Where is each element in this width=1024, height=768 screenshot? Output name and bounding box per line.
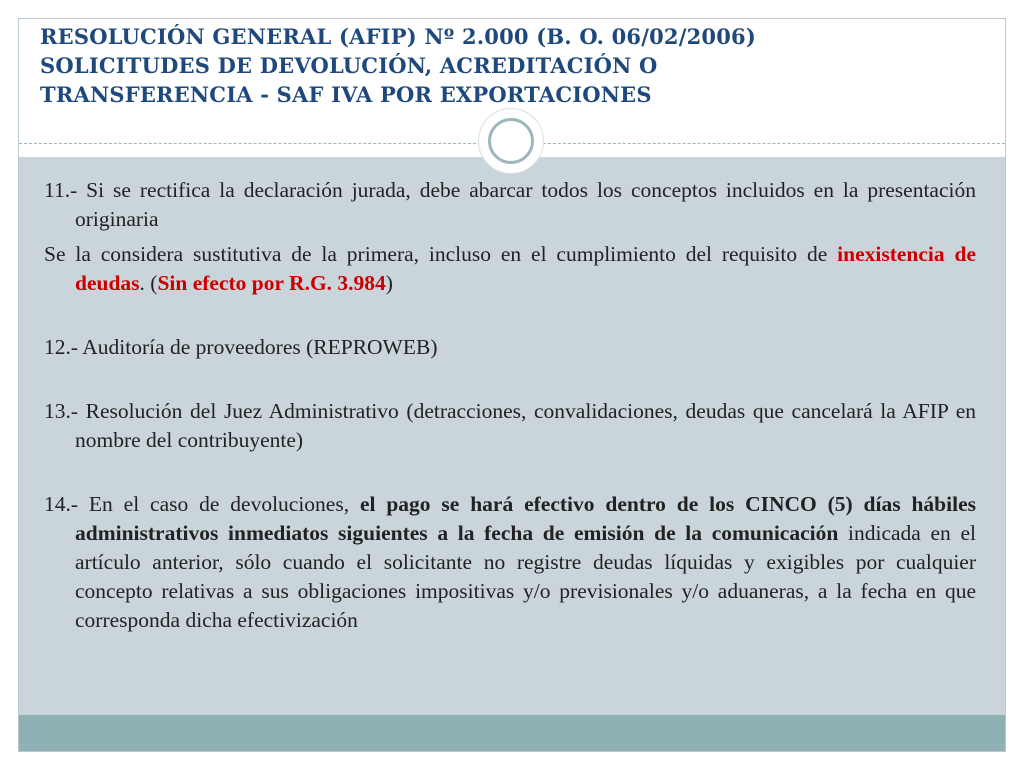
highlight-inexistencia: inexistencia de deudas: [75, 242, 976, 295]
item-14-rest: indicada en el artículo anterior, sólo cuando el solicitante no registre deudas líquidas y exigibles por cualquier concepto relativas a sus obligaciones impositivas y/o previsionales y/o aduaneras, a la fecha en que corresponda dicha efectivización: [75, 521, 977, 632]
highlight-sin-efecto: Sin efecto por R.G. 3.984: [157, 271, 386, 295]
title-line-3: TRANSFERENCIA - SAF IVA POR EXPORTACIONES: [40, 82, 652, 107]
circle-ornament-icon: [478, 108, 544, 174]
item-12: 12.- Auditoría de proveedores (REPROWEB): [44, 335, 438, 359]
ornament-ring: [488, 118, 534, 164]
ornament-center: [497, 127, 525, 155]
item-14: [44, 490, 976, 635]
item-14-intro: 14.- En el caso de devoluciones,: [44, 492, 360, 516]
item-11: 11.- Si se rectifica la declaración jurada, debe abarcar todos los conceptos incluidos en la presentación originaria: [44, 178, 976, 231]
slide-body: [44, 176, 976, 635]
item-11-note-mid: . (: [139, 271, 158, 295]
item-11-note: [44, 240, 976, 298]
item-13: 13.- Resolución del Juez Administrativo (detracciones, convalidaciones, deudas que cancelará la AFIP en nombre del contribuyente): [44, 399, 976, 452]
title-line-1: RESOLUCIÓN GENERAL (AFIP) Nº 2.000 (B. O. 06/02/2006): [40, 24, 756, 49]
item-11-note-text: Se la considera sustitutiva de la primera, incluso en el cumplimiento del requisito de: [44, 242, 838, 266]
item-14-bold: el pago se hará efectivo dentro de los CINCO (5) días hábiles administrativos inmediatos siguientes a la fecha de emisión de la comunicación: [75, 492, 976, 545]
footer-bar: [19, 715, 1005, 751]
item-11-note-end: ): [385, 271, 393, 295]
title-line-2: SOLICITUDES DE DEVOLUCIÓN, ACREDITACIÓN O: [40, 53, 658, 78]
slide-title: [40, 22, 940, 109]
